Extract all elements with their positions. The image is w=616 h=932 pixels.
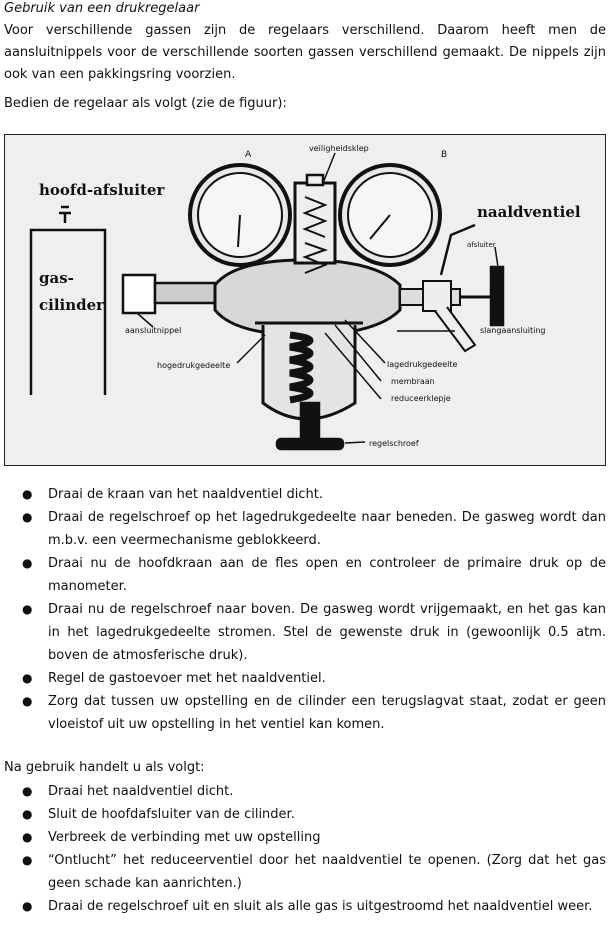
main-valve-symbol: [59, 207, 71, 223]
label-connection-nipple: aansluitnippel: [125, 326, 182, 335]
list-item: ● Zorg dat tussen uw opstelling en de cilinder een terugslagvat staat, zodat er geen vloeistof uit uw opstelling in het ventiel kan komen.: [0, 690, 606, 736]
list-item: ● Regel de gastoevoer met het naaldventiel.: [0, 667, 606, 690]
list-item: ● Draai nu de hoofdkraan aan de fles open en controleer de primaire druk op de manometer.: [0, 552, 606, 598]
list-item: ● Draai de kraan van het naaldventiel dicht.: [0, 483, 606, 506]
label-membrane: membraan: [391, 377, 435, 386]
after-use-heading: Na gebruik handelt u als volgt:: [4, 760, 205, 775]
after-use-steps-list: [0, 780, 606, 918]
list-item: ● Draai de regelschroef op het lagedrukgedeelte naar beneden. De gasweg wordt dan m.b.v. een veermechanisme geblokkeerd.: [0, 506, 606, 552]
label-shutoff: afsluiter: [467, 241, 496, 249]
cylinder-outline: [31, 230, 105, 305]
list-item: ● Draai nu de regelschroef naar boven. De gasweg wordt vrijgemaakt, en het gas kan in het lagedrukgedeelte stromen. Stel de gewenste druk in (gewoonlijk 0.5 atm. boven de atmosferische druk).: [0, 598, 606, 667]
bullet-icon: ●: [22, 487, 33, 501]
bullet-icon: ●: [22, 510, 33, 524]
label-safety-valve: veiligheidsklep: [309, 144, 369, 153]
bullet-icon: ●: [22, 556, 33, 570]
label-b: B: [441, 150, 448, 160]
label-main-valve: hoofd-afsluiter: [39, 181, 165, 199]
bullet-icon: ●: [22, 853, 33, 867]
connection-nipple-shape: [123, 275, 155, 313]
operation-steps-list: [0, 483, 606, 736]
label-a: A: [245, 150, 252, 160]
label-gas: gas-: [39, 269, 74, 287]
list-item: ● “Ontlucht” het reduceerventiel door het naaldventiel te openen. (Zorg dat het gas geen schade kan aanrichten.): [0, 849, 606, 895]
label-hose-connection: slangaansluiting: [480, 326, 546, 335]
list-item: ● Sluit de hoofdafsluiter van de cilinder.: [0, 803, 606, 826]
label-high-pressure: hogedrukgedeelte: [157, 361, 231, 370]
label-needle-valve: naaldventiel: [477, 203, 581, 221]
label-reducing-valve: reduceerklepje: [391, 394, 451, 403]
list-item: ● Draai het naaldventiel dicht.: [0, 780, 606, 803]
hose-connection-shape: [435, 307, 475, 351]
safety-valve-shape: [295, 183, 335, 263]
bullet-icon: ●: [22, 602, 33, 616]
label-cylinder: cilinder: [39, 296, 105, 314]
bullet-icon: ●: [22, 671, 33, 685]
label-low-pressure: lagedrukgedeelte: [387, 360, 458, 369]
bullet-icon: ●: [22, 830, 33, 844]
label-regulating-screw: regelschroef: [369, 439, 419, 448]
list-item: ● Draai de regelschroef uit en sluit als alle gas is uitgestroomd het naaldventiel weer.: [0, 895, 606, 918]
regulator-diagram: [5, 135, 605, 465]
page-title: Gebruik van een drukregelaar: [4, 1, 200, 16]
intro-paragraph: Voor verschillende gassen zijn de regelaars verschillend. Daarom heeft men de aansluitnippels voor de verschillende soorten gassen verschillend gemaakt. De nippels zijn ook van een pakkingsring voorzien.: [4, 23, 606, 82]
list-item: ● Verbreek de verbinding met uw opstelling: [0, 826, 606, 849]
regulator-figure: [4, 134, 606, 466]
instruction-lead: Bedien de regelaar als volgt (zie de figuur):: [4, 96, 287, 111]
regulating-screw-handle: [277, 439, 343, 449]
bullet-icon: ●: [22, 899, 33, 913]
bullet-icon: ●: [22, 694, 33, 708]
needle-valve-handle: [491, 267, 503, 325]
bullet-icon: ●: [22, 807, 33, 821]
bullet-icon: ●: [22, 784, 33, 798]
